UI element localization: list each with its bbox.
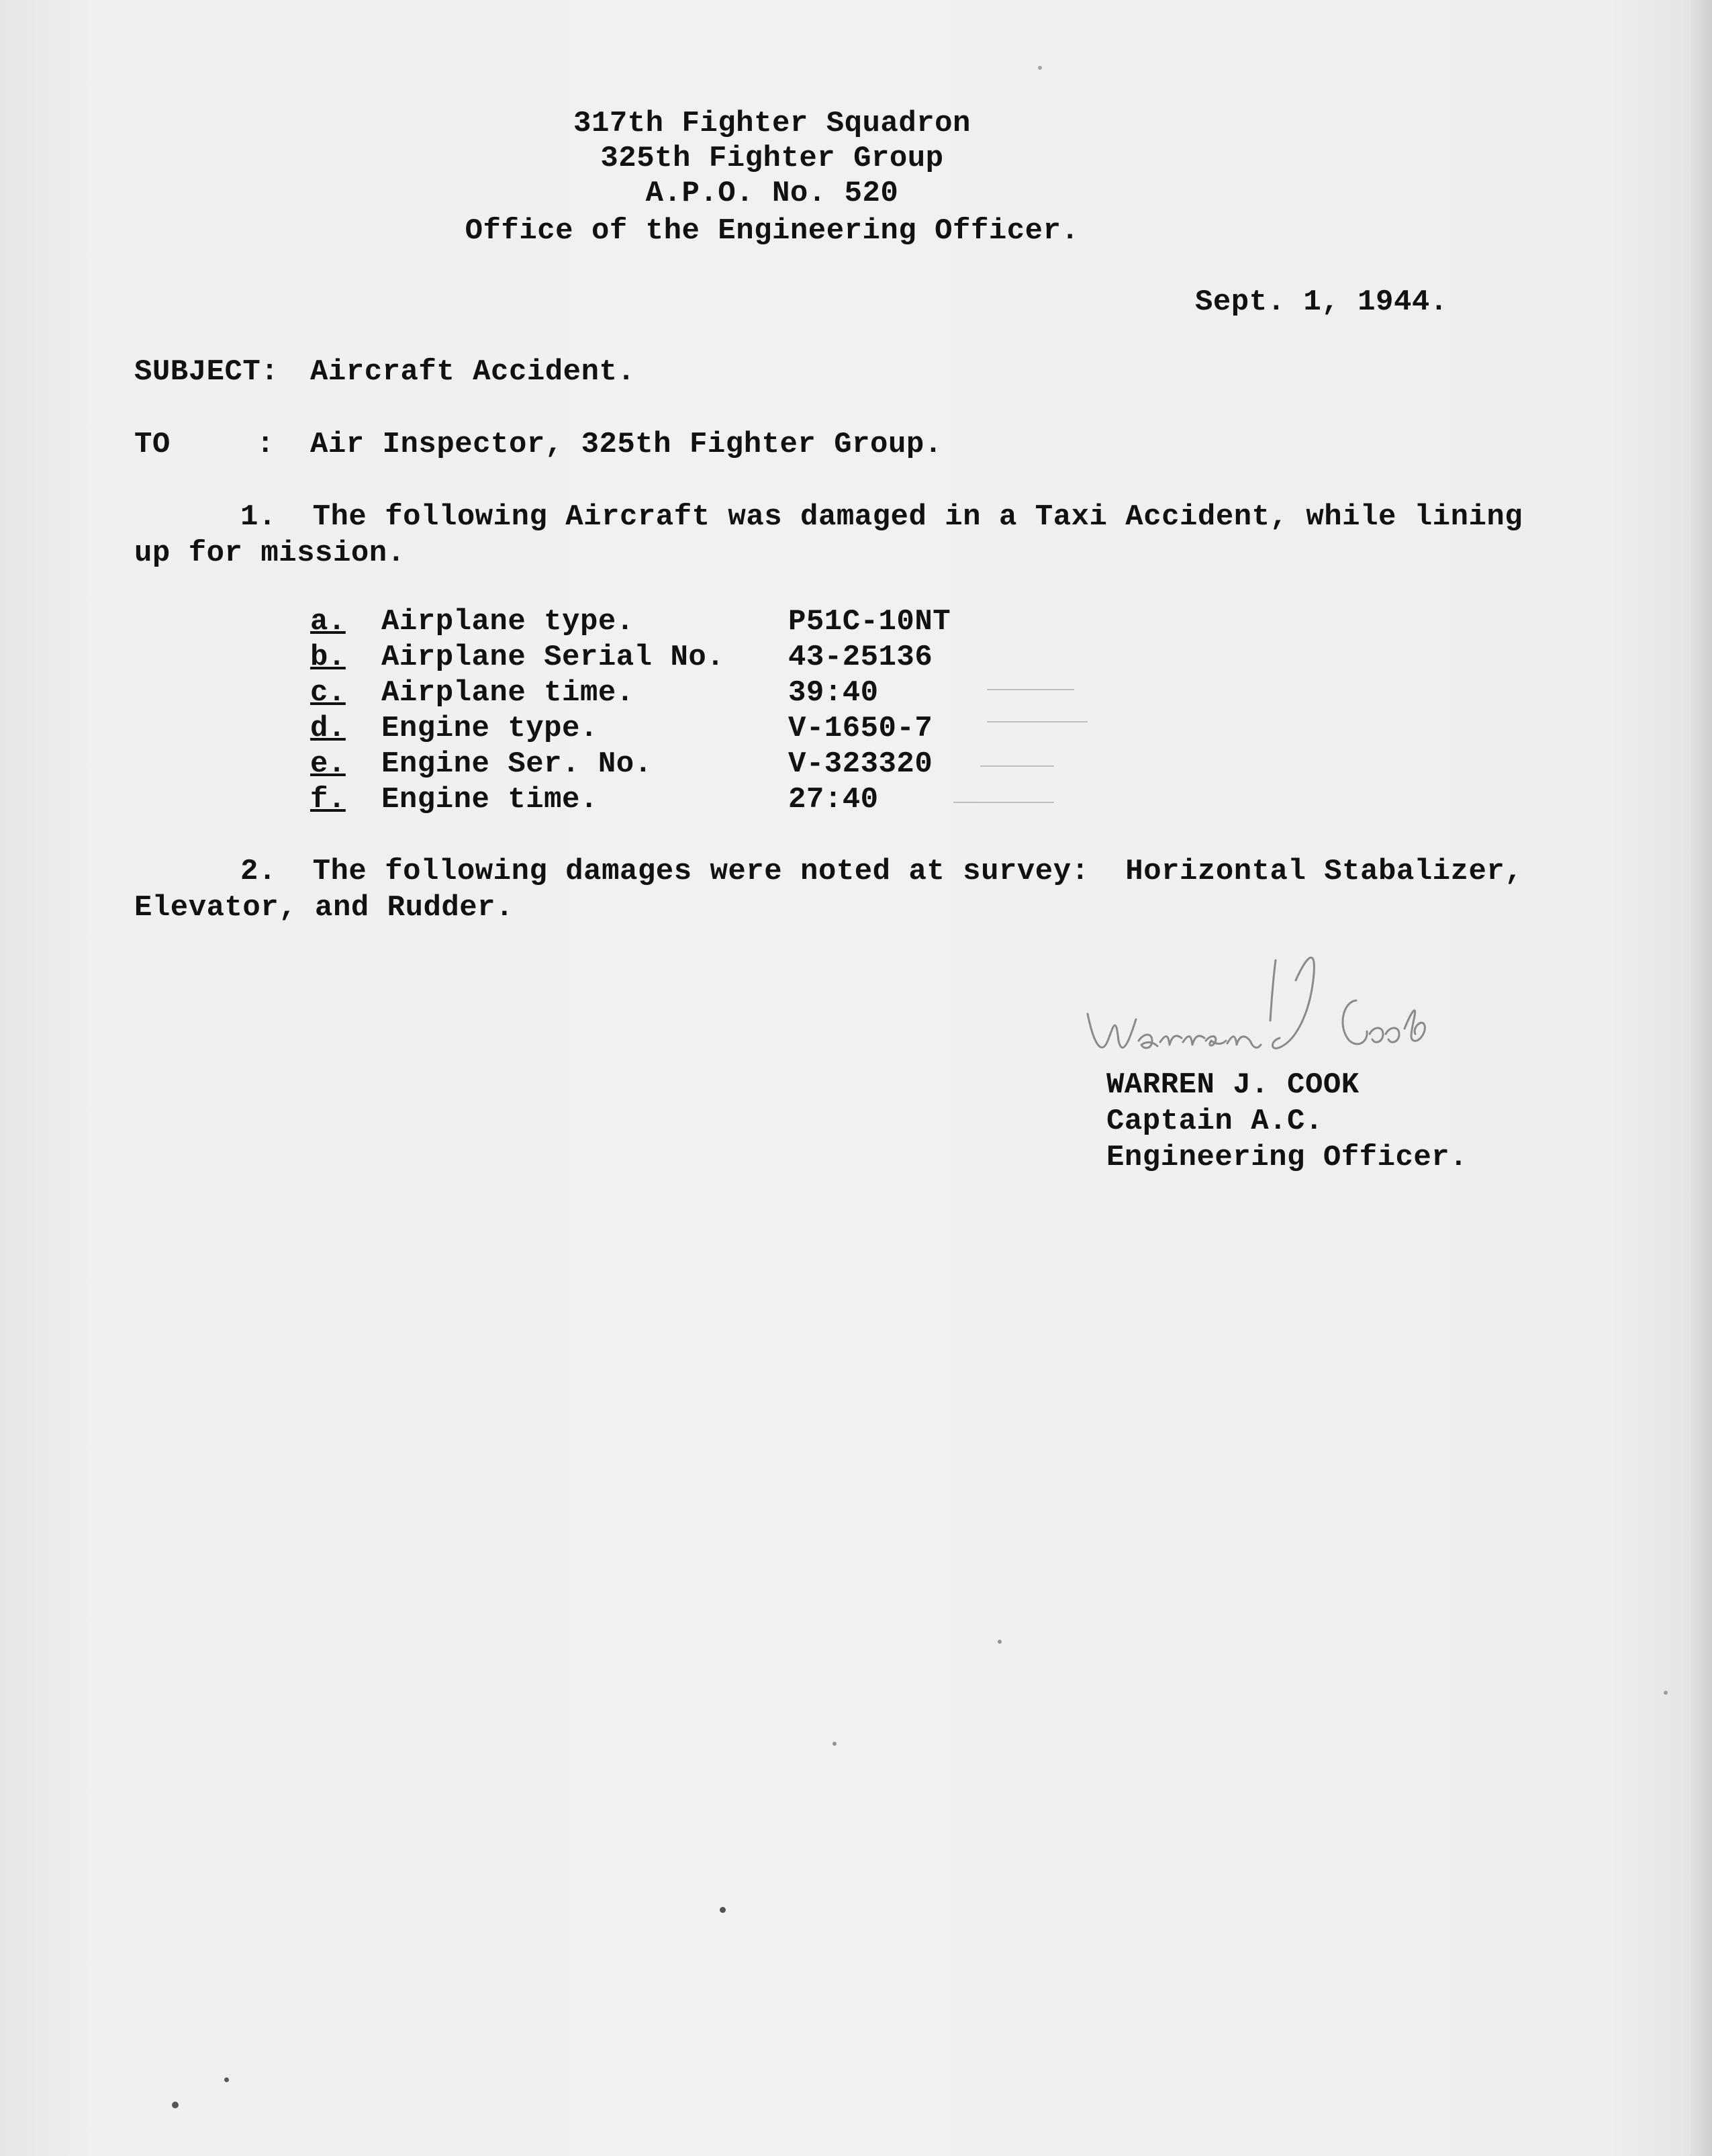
letterhead-apo: A.P.O. No. 520 bbox=[645, 177, 899, 210]
item-value: 27:40 bbox=[788, 783, 879, 816]
paragraph-2-line-2: Elevator, and Rudder. bbox=[134, 891, 514, 925]
document-date: Sept. 1, 1944. bbox=[1195, 285, 1448, 319]
scan-speck bbox=[833, 1742, 837, 1746]
letterhead-squadron: 317th Fighter Squadron bbox=[573, 107, 971, 140]
paragraph-1-line-1: 1. The following Aircraft was damaged in a Taxi Accident, while lining bbox=[240, 500, 1523, 534]
scan-speck bbox=[998, 1640, 1002, 1644]
item-value: V-323320 bbox=[788, 747, 933, 781]
item-label: Airplane type. bbox=[381, 605, 634, 639]
scan-speck bbox=[224, 2077, 229, 2082]
paragraph-1-line-2: up for mission. bbox=[134, 536, 406, 570]
item-label: Engine Ser. No. bbox=[381, 747, 653, 781]
item-value: V-1650-7 bbox=[788, 712, 933, 745]
item-label: Airplane Serial No. bbox=[381, 641, 725, 674]
page-edge-shadow bbox=[1691, 0, 1712, 2156]
subject-value: Aircraft Accident. bbox=[310, 355, 636, 389]
item-letter: e. bbox=[310, 747, 346, 781]
handwritten-signature bbox=[1074, 940, 1464, 1074]
to-colon: : bbox=[256, 428, 275, 461]
item-label: Engine type. bbox=[381, 712, 598, 745]
paragraph-2-line-1: 2. The following damages were noted at survey: Horizontal Stabalizer, bbox=[240, 855, 1523, 888]
faint-line bbox=[987, 721, 1088, 722]
item-letter: b. bbox=[310, 641, 346, 674]
item-letter: f. bbox=[310, 783, 346, 816]
item-value: 43-25136 bbox=[788, 641, 933, 674]
item-value: 39:40 bbox=[788, 676, 879, 710]
item-letter: d. bbox=[310, 712, 346, 745]
scan-speck bbox=[720, 1907, 726, 1913]
item-label: Engine time. bbox=[381, 783, 598, 816]
faint-line bbox=[953, 802, 1054, 803]
scan-speck bbox=[1038, 66, 1042, 70]
signer-name: WARREN J. COOK bbox=[1106, 1068, 1360, 1102]
to-value: Air Inspector, 325th Fighter Group. bbox=[310, 428, 943, 461]
scan-speck bbox=[172, 2102, 179, 2108]
letterhead-office: Office of the Engineering Officer. bbox=[465, 214, 1080, 248]
item-letter: a. bbox=[310, 605, 346, 639]
item-label: Airplane time. bbox=[381, 676, 634, 710]
faint-line bbox=[987, 689, 1074, 690]
item-value: P51C-10NT bbox=[788, 605, 951, 639]
scan-speck bbox=[1664, 1691, 1668, 1695]
subject-label: SUBJECT: bbox=[134, 355, 279, 389]
faint-line bbox=[980, 765, 1054, 767]
signer-title: Engineering Officer. bbox=[1106, 1141, 1468, 1174]
signer-rank: Captain A.C. bbox=[1106, 1105, 1323, 1138]
item-letter: c. bbox=[310, 676, 346, 710]
letterhead-group: 325th Fighter Group bbox=[600, 142, 944, 175]
to-label: TO bbox=[134, 428, 171, 461]
